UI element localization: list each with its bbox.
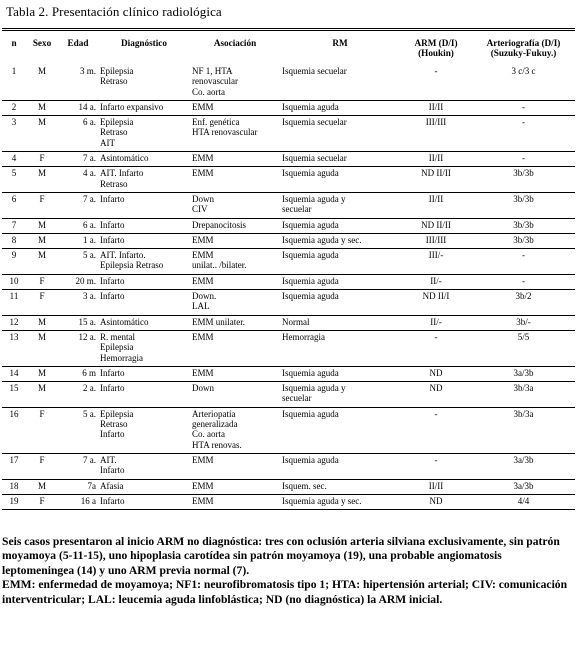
cell-sexo: M (37, 316, 46, 327)
cell-arteriografia: - (522, 153, 525, 164)
cell-diagnostico: AIT. Infarto (100, 454, 125, 476)
cell-sexo: F (39, 153, 45, 164)
cell-edad: 4 a. (83, 168, 96, 179)
cell-asociacion: EMM (192, 153, 214, 164)
cell-edad: 7 a. (83, 153, 96, 164)
cell-sexo: M (37, 383, 46, 394)
header-rule-bottom (2, 30, 575, 31)
cell-n: 3 (11, 117, 17, 128)
cell-arteriografia: - (522, 101, 525, 112)
cell-diagnostico: Infarto (100, 367, 125, 378)
table-row (2, 249, 575, 275)
cell-arteriografia: 3b/3b (513, 234, 534, 245)
col-header-arm: ARM (D/I) (Houkin) (414, 38, 458, 59)
cell-edad: 6 a. (83, 219, 96, 230)
cell-n: 7 (11, 219, 17, 230)
table-row (2, 100, 575, 115)
cell-arteriografia: 3a/3b (513, 454, 534, 465)
cell-asociacion: NF 1, HTA renovascular Co. aorta (192, 66, 238, 97)
cell-rm: Isquem. sec. (282, 480, 327, 491)
cell-diagnostico: Infarto (100, 193, 125, 204)
cell-rm: Isquemia secuelar (282, 117, 347, 128)
cell-rm: Isquemia aguda (282, 250, 339, 261)
cell-asociacion: Enf. genética HTA renovascular (192, 117, 258, 138)
cell-edad: 7 a. (83, 454, 96, 465)
cell-arm: ND (429, 495, 443, 506)
cell-diagnostico: Infarto (100, 291, 125, 302)
cell-asociacion: Down (192, 383, 214, 394)
table-title: Tabla 2. Presentación clínico radiológica (6, 4, 222, 19)
cell-n: 5 (11, 168, 17, 179)
cell-rm: Isquemia aguda y secuelar (282, 383, 346, 404)
cell-diagnostico: Infarto (100, 234, 125, 245)
cell-arm: ND II/II (421, 219, 451, 230)
cell-sexo: F (39, 193, 45, 204)
cell-n: 19 (9, 495, 19, 506)
cell-asociacion: EMM (192, 275, 214, 286)
cell-edad: 6 a. (83, 117, 96, 128)
cell-edad: 6 m (82, 367, 96, 378)
cell-asociacion: Arteriopatía generalizada Co. aorta HTA renovas. (192, 408, 242, 450)
cell-edad: 1 a. (83, 234, 96, 245)
cell-arteriografia: 3b/2 (515, 291, 532, 302)
table-row (2, 494, 575, 509)
cell-diagnostico: AIT. Infarto Retraso (100, 168, 144, 189)
cell-asociacion: Drepanocitosis (192, 219, 246, 230)
cell-asociacion: Down. LAL (192, 291, 217, 312)
cell-diagnostico: Infarto (100, 495, 125, 506)
cell-arteriografia: 4/4 (517, 495, 530, 506)
cell-arteriografia: 3a/3b (513, 480, 534, 491)
cell-edad: 20 m. (75, 275, 96, 286)
cell-n: 9 (11, 250, 17, 261)
cell-rm: Isquemia aguda (282, 101, 339, 112)
cell-edad: 2 a. (83, 383, 96, 394)
cell-diagnostico: AIT. Infarto. Epilepsia Retraso (100, 250, 164, 271)
cell-asociacion: EMM (192, 495, 214, 506)
header-rule-top (2, 28, 575, 29)
cell-arteriografia: 3b/- (516, 316, 531, 327)
cell-n: 11 (9, 291, 19, 302)
cell-edad: 3 m. (79, 66, 96, 76)
cell-arm: - (434, 331, 438, 342)
cell-arm: II/II (428, 153, 444, 164)
cell-sexo: M (37, 168, 46, 179)
cell-diagnostico: Epilepsia Retraso AIT (100, 117, 134, 148)
cell-arteriografia: 3b/3a (513, 408, 534, 419)
clinical-table (2, 38, 575, 510)
cell-n: 15 (9, 383, 19, 394)
table-row (2, 479, 575, 494)
cell-rm: Normal (282, 316, 310, 327)
cell-arteriografia: 3b/3b (513, 193, 534, 204)
table-row (2, 116, 575, 152)
cell-diagnostico: Epilepsia Retraso (100, 66, 134, 87)
cell-edad: 12 a. (78, 331, 96, 342)
cell-n: 16 (9, 408, 19, 419)
col-header-n: n (11, 38, 17, 48)
cell-edad: 5 a. (83, 250, 96, 261)
cell-n: 18 (9, 480, 19, 491)
table-row (2, 218, 575, 233)
cell-asociacion: EMM unilat.. /bilater. (192, 250, 247, 271)
cell-arm: - (434, 408, 438, 419)
note-paragraph-2: EMM: enfermedad de moyamoya; NF1: neurofibromatosis tipo 1; HTA: hipertensión arterial; CIV: comunicación interventricular; LAL: leucemia aguda linfoblástica; ND (no diagnóstica) la ARM inicial. (2, 578, 568, 606)
cell-sexo: M (37, 480, 46, 491)
table-row (2, 366, 575, 381)
cell-diagnostico: Infarto expansivo (100, 101, 164, 112)
table-notes (2, 535, 574, 607)
col-header-edad: Edad (67, 38, 89, 48)
cell-arteriografia: 3a/3b (513, 367, 534, 378)
cell-rm: Hemorragia (282, 331, 325, 342)
cell-sexo: F (39, 408, 45, 419)
cell-arteriografia: - (522, 275, 525, 286)
table-body (2, 66, 575, 510)
cell-arm: - (434, 454, 438, 465)
cell-asociacion: EMM (192, 168, 214, 179)
cell-asociacion: EMM unilater. (192, 316, 245, 327)
cell-n: 12 (9, 316, 19, 327)
cell-asociacion: EMM (192, 367, 214, 378)
cell-rm: Isquemia aguda (282, 408, 339, 419)
cell-arteriografia: - (522, 117, 525, 128)
cell-edad: 15 a. (78, 316, 96, 327)
table-row (2, 382, 575, 408)
cell-diagnostico: R. mental Epilepsia Hemorragia (100, 331, 143, 363)
cell-arteriografia: 3 c/3 c (511, 66, 536, 76)
cell-n: 2 (11, 101, 17, 112)
table-row (2, 330, 575, 366)
cell-arm: III/III (425, 117, 447, 128)
cell-rm: Isquemia aguda y sec. (282, 495, 362, 506)
cell-arm: II/- (430, 275, 442, 286)
cell-n: 4 (11, 153, 17, 164)
cell-edad: 16 a (80, 495, 96, 506)
cell-sexo: M (37, 101, 46, 112)
cell-n: 6 (11, 193, 17, 204)
col-header-rm: RM (332, 38, 348, 48)
cell-arteriografia: 3b/3b (513, 219, 534, 230)
cell-edad: 5 a. (83, 408, 96, 419)
cell-asociacion: EMM (192, 234, 214, 245)
cell-diagnostico: Infarto (100, 219, 125, 230)
cell-n: 10 (9, 275, 19, 286)
cell-rm: Isquemia aguda (282, 291, 339, 302)
cell-n: 1 (11, 66, 17, 76)
cell-rm: Isquemia aguda y sec. (282, 234, 362, 245)
table-row (2, 274, 575, 289)
table-row (2, 152, 575, 167)
cell-rm: Isquemia aguda (282, 168, 339, 179)
table-row (2, 290, 575, 316)
cell-sexo: F (39, 291, 45, 302)
cell-arteriografia: - (522, 250, 525, 261)
cell-asociacion: EMM (192, 454, 214, 465)
cell-rm: Isquemia aguda y secuelar (282, 193, 346, 215)
table-row (2, 453, 575, 479)
cell-sexo: M (37, 66, 46, 76)
cell-rm: Isquemia aguda (282, 454, 339, 465)
cell-sexo: M (37, 117, 46, 128)
cell-rm: Isquemia secuelar (282, 66, 347, 76)
col-header-diagnostico: Diagnóstico (121, 38, 167, 48)
header-row (2, 38, 575, 66)
cell-arteriografia: 5/5 (517, 331, 530, 342)
cell-arm: ND (429, 383, 443, 394)
cell-edad: 7 a. (83, 193, 96, 204)
note-paragraph-1: Seis casos presentaron al inicio ARM no diagnóstica: tres con oclusión arteria silviana exclusivamente, sin patrón moyamoya (5-11-15), uno hipoplasia carotídea sin patrón moyamoya (19), una probable angiomatosis leptomeningea (14) y uno ARM previa normal (7). (2, 535, 560, 577)
cell-arm: II/II (428, 193, 444, 204)
cell-diagnostico: Infarto (100, 383, 125, 394)
table-row (2, 407, 575, 453)
cell-diagnostico: Afasia (100, 480, 124, 491)
cell-n: 14 (9, 367, 19, 378)
cell-arteriografia: 3b/3b (513, 168, 534, 179)
table-row (2, 167, 575, 193)
cell-sexo: M (37, 331, 46, 342)
cell-arm: ND II/II (421, 168, 451, 179)
col-header-sexo: Sexo (32, 38, 52, 48)
cell-edad: 14 a. (78, 101, 96, 112)
table-row (2, 315, 575, 330)
cell-edad: 3 a. (83, 291, 96, 302)
cell-sexo: M (37, 250, 46, 261)
cell-sexo: M (37, 219, 46, 230)
cell-sexo: M (37, 234, 46, 245)
cell-arm: II/- (430, 316, 442, 327)
cell-asociacion: EMM (192, 480, 214, 491)
col-header-arteriografia: Arteriografía (D/I) (Suzuky-Fukuy.) (486, 38, 561, 59)
cell-arm: II/II (428, 480, 444, 491)
cell-asociacion: EMM (192, 101, 214, 112)
cell-n: 17 (9, 454, 19, 465)
cell-rm: Isquemia secuelar (282, 153, 347, 164)
table-row (2, 66, 575, 100)
cell-sexo: F (39, 275, 45, 286)
cell-asociacion: Down CIV (192, 193, 214, 215)
cell-arm: II/II (428, 101, 444, 112)
cell-n: 13 (9, 331, 19, 342)
cell-arm: III/III (425, 234, 447, 245)
cell-rm: Isquemia aguda (282, 219, 339, 230)
cell-diagnostico: Epilepsia Retraso Infarto (100, 408, 134, 440)
cell-arm: ND (429, 367, 443, 378)
table-row (2, 192, 575, 218)
cell-sexo: F (39, 454, 45, 465)
cell-n: 8 (11, 234, 17, 245)
cell-rm: Isquemia aguda (282, 367, 339, 378)
cell-edad: 7a (87, 480, 96, 491)
cell-sexo: F (39, 495, 45, 506)
table-row (2, 233, 575, 248)
col-header-asociacion: Asociación (213, 38, 257, 48)
cell-asociacion: EMM (192, 331, 214, 342)
cell-rm: Isquemia aguda (282, 275, 339, 286)
cell-arteriografia: 3b/3a (513, 383, 534, 394)
cell-diagnostico: Asintomático (100, 153, 149, 164)
cell-arm: III/- (428, 250, 444, 261)
cell-arm: ND II/I (422, 291, 450, 302)
cell-arm: - (434, 66, 438, 76)
cell-sexo: M (37, 367, 46, 378)
cell-diagnostico: Infarto (100, 275, 125, 286)
cell-diagnostico: Asintomático (100, 316, 149, 327)
